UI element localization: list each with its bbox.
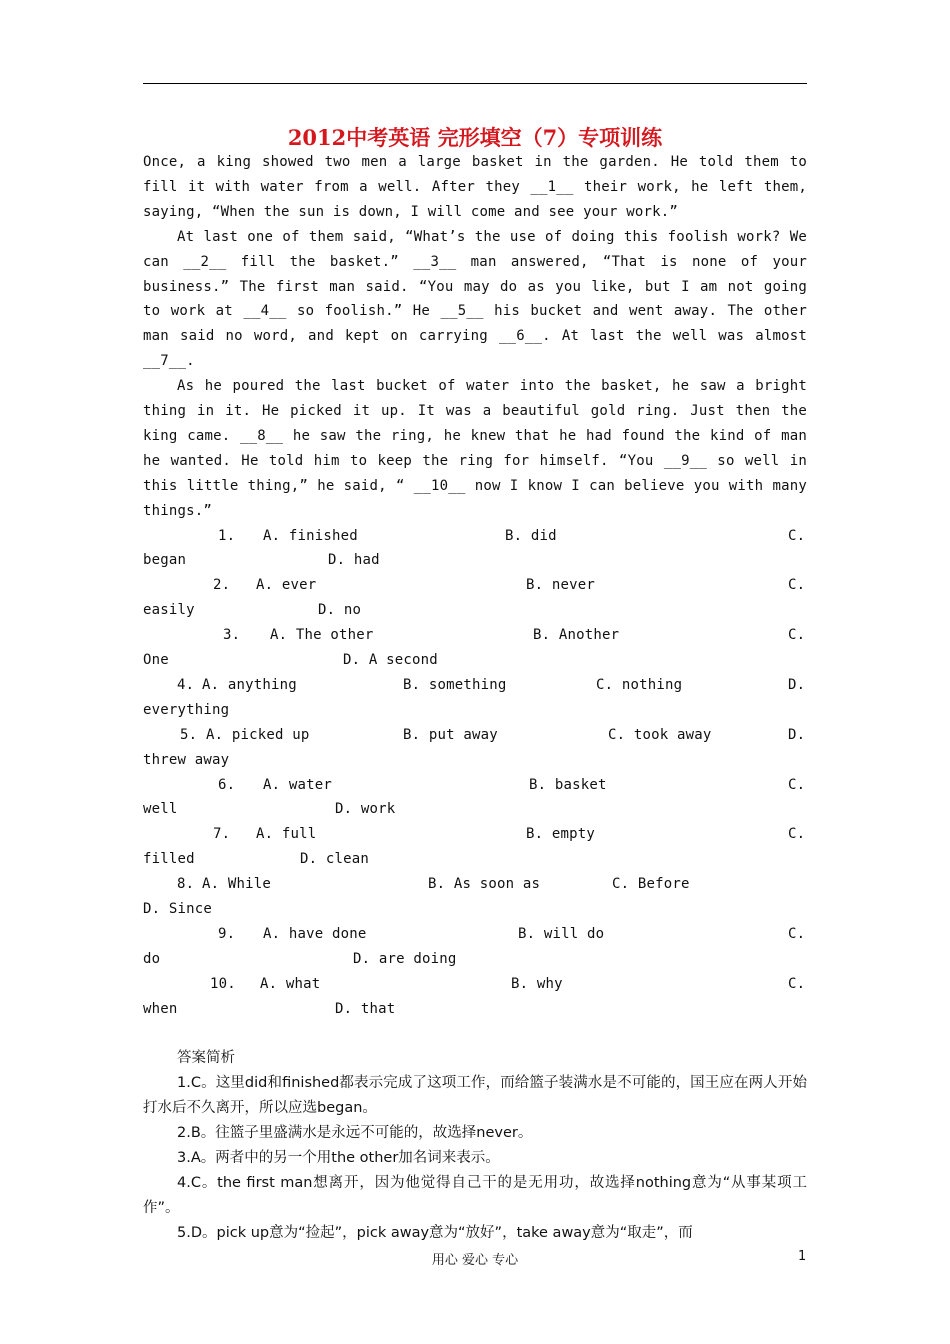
passage-paragraph-3: As he poured the last bucket of water into the basket, he saw a bright thing in it. He picked it up. It was a beautiful gold ring. Just then the king came. __8__ he saw the ring, he knew that he had found the kind of man he wanted. He told him to keep the ring for himself. “You __9__ so well in this little thing,” he said, “ __10__ now I know I can believe you with many things.” — [143, 378, 807, 519]
answer-item-1: 1.C。这里did和finished都表示完成了这项工作，而给篮子装满水是不可能的，国王应在两人开始打水后不久离开，所以应选began。 — [143, 1075, 807, 1117]
answer-item-5: 5.D。pick up意为“捡起”，pick away意为“放好”，take away意为“取走”，而 — [177, 1224, 693, 1241]
option-row-1: 1. A. finished B. did C. began D. had — [143, 527, 806, 569]
answer-item-3: 3.A。两者中的另一个用the other加名词来表示。 — [177, 1150, 500, 1167]
option-row-2: 2. A. ever B. never C. easily D. no — [143, 577, 806, 619]
option-row-8: 8. A. While B. As soon as C. Before D. Since — [143, 876, 690, 918]
option-row-4: 4. A. anything B. something C. nothing D. everything — [143, 676, 806, 718]
option-row-5: 5. A. picked up B. put away C. took away D. threw away — [143, 726, 806, 768]
answers-heading: 答案简析 — [177, 1050, 235, 1067]
answer-item-4: 4.C。the first man想离开，因为他觉得自己干的是无用功，故选择nothing意为“从事某项工作”。 — [143, 1174, 807, 1216]
document-body — [143, 150, 807, 1246]
page-number: 1 — [798, 1249, 807, 1264]
page-title: 2012中考英语 完形填空（7）专项训练 — [287, 125, 663, 150]
options-list — [143, 524, 807, 1022]
passage-paragraph-2: At last one of them said, “What’s the use of doing this foolish work? We can __2__ fill the basket.” __3__ man answered, “That is none of your business.” The first man said. “You may do as you like, but I am not going to work at __4__ so foolish.” He __5__ his bucket and went away. The other man said no word, and kept on carrying __6__. At last the well was almost __7__. — [143, 228, 807, 370]
option-row-9: 9. A. have done B. will do C. do D. are doing — [143, 925, 806, 967]
option-row-3: 3. A. The other B. Another C. One D. A second — [143, 627, 806, 669]
option-row-7: 7. A. full B. empty C. filled D. clean — [143, 826, 806, 868]
answer-item-2: 2.B。往篮子里盛满水是永远不可能的，故选择never。 — [177, 1125, 533, 1142]
option-row-6: 6. A. water B. basket C. well D. work — [143, 776, 806, 818]
header-rule — [143, 83, 807, 84]
passage-paragraph-1: Once, a king showed two men a large basket in the garden. He told them to fill it with water from a well. After they __1__ their work, he left them, saying, “When the sun is down, I will come and see your work.” — [143, 154, 807, 220]
page-footer: 用心 爱心 专心 — [431, 1253, 519, 1268]
option-row-10: 10. A. what B. why C. when D. that — [143, 975, 806, 1017]
